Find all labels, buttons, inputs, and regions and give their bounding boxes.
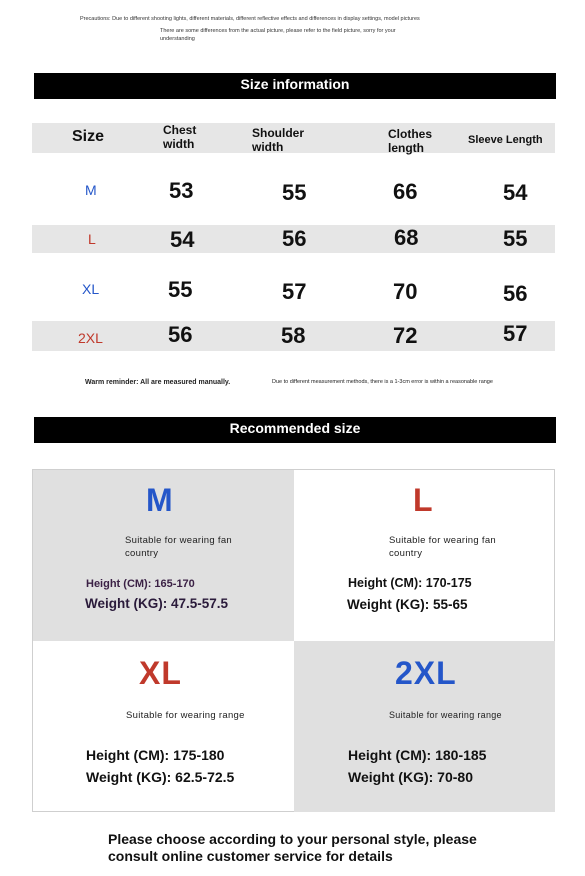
size-letter: 2XL — [395, 655, 457, 691]
recommend-cell-xl — [33, 641, 294, 812]
size-label: XL — [82, 281, 100, 297]
height-range: Height (CM): 165-170 — [86, 578, 195, 590]
size-row-l — [32, 225, 555, 253]
size-row-2xl — [32, 321, 555, 351]
header-clothes-length: Clothes length — [388, 127, 433, 155]
precautions-line-1: Precautions: Due to different shooting lights, different materials, different reflective effects and differences in display settings, model pictures — [80, 16, 420, 22]
suitable-text: Suitable for wearing range — [126, 710, 245, 721]
size-letter: M — [146, 482, 174, 518]
sleeve-value: 57 — [503, 321, 528, 346]
header-chest: Chest width — [163, 123, 197, 151]
sleeve-value: 56 — [503, 281, 528, 306]
warm-reminder: Warm reminder: All are measured manually. — [85, 379, 231, 386]
weight-range: Weight (KG): 70-80 — [348, 769, 473, 785]
shoulder-value: 55 — [282, 180, 307, 205]
length-value: 66 — [393, 179, 418, 204]
weight-range: Weight (KG): 47.5-57.5 — [85, 596, 229, 611]
length-value: 70 — [393, 279, 418, 304]
sleeve-value: 54 — [503, 180, 528, 205]
chest-value: 55 — [168, 277, 193, 302]
weight-range: Weight (KG): 55-65 — [347, 597, 468, 612]
shoulder-value: 57 — [282, 279, 307, 304]
suitable-text: Suitable for wearing fan country — [389, 535, 497, 559]
shoulder-value: 56 — [282, 226, 307, 251]
recommended-size-title: Recommended size — [34, 417, 556, 443]
size-label: M — [85, 182, 97, 198]
size-row-m — [32, 176, 555, 206]
size-table-header — [32, 123, 555, 153]
chest-value: 53 — [169, 178, 194, 203]
header-shoulder: Shoulder width — [252, 126, 305, 154]
size-label: L — [88, 231, 96, 247]
size-letter: L — [413, 482, 434, 518]
shoulder-value: 58 — [281, 323, 306, 348]
length-value: 72 — [393, 323, 418, 348]
footer-note: Please choose according to your personal style, please consult online customer service for details — [108, 831, 477, 864]
chest-value: 54 — [170, 227, 195, 252]
precautions-line-3: understanding — [160, 36, 195, 42]
size-row-xl — [32, 275, 555, 305]
precautions-line-2: There are some differences from the actual picture, please refer to the field picture, sorry for your — [160, 28, 396, 34]
weight-range: Weight (KG): 62.5-72.5 — [86, 769, 235, 785]
recommend-cell-l — [294, 470, 555, 641]
height-range: Height (CM): 180-185 — [348, 747, 487, 763]
suitable-text: Suitable for wearing range — [389, 710, 502, 720]
height-range: Height (CM): 170-175 — [348, 576, 472, 590]
length-value: 68 — [394, 225, 419, 250]
recommend-cell-m — [33, 470, 294, 641]
header-size: Size — [72, 128, 105, 145]
sleeve-value: 55 — [503, 226, 528, 251]
suitable-text: Suitable for wearing fan country — [125, 535, 233, 559]
chest-value: 56 — [168, 322, 193, 347]
height-range: Height (CM): 175-180 — [86, 747, 225, 763]
size-letter: XL — [139, 655, 182, 691]
recommended-size-grid — [32, 469, 555, 812]
size-label: 2XL — [78, 330, 103, 346]
header-sleeve-length: Sleeve Length — [468, 134, 543, 146]
size-information-title: Size information — [34, 73, 556, 99]
measurement-note: Due to different measurement methods, there is a 1-3cm error is within a reasonable range — [272, 379, 493, 385]
recommend-cell-2xl — [294, 641, 555, 812]
